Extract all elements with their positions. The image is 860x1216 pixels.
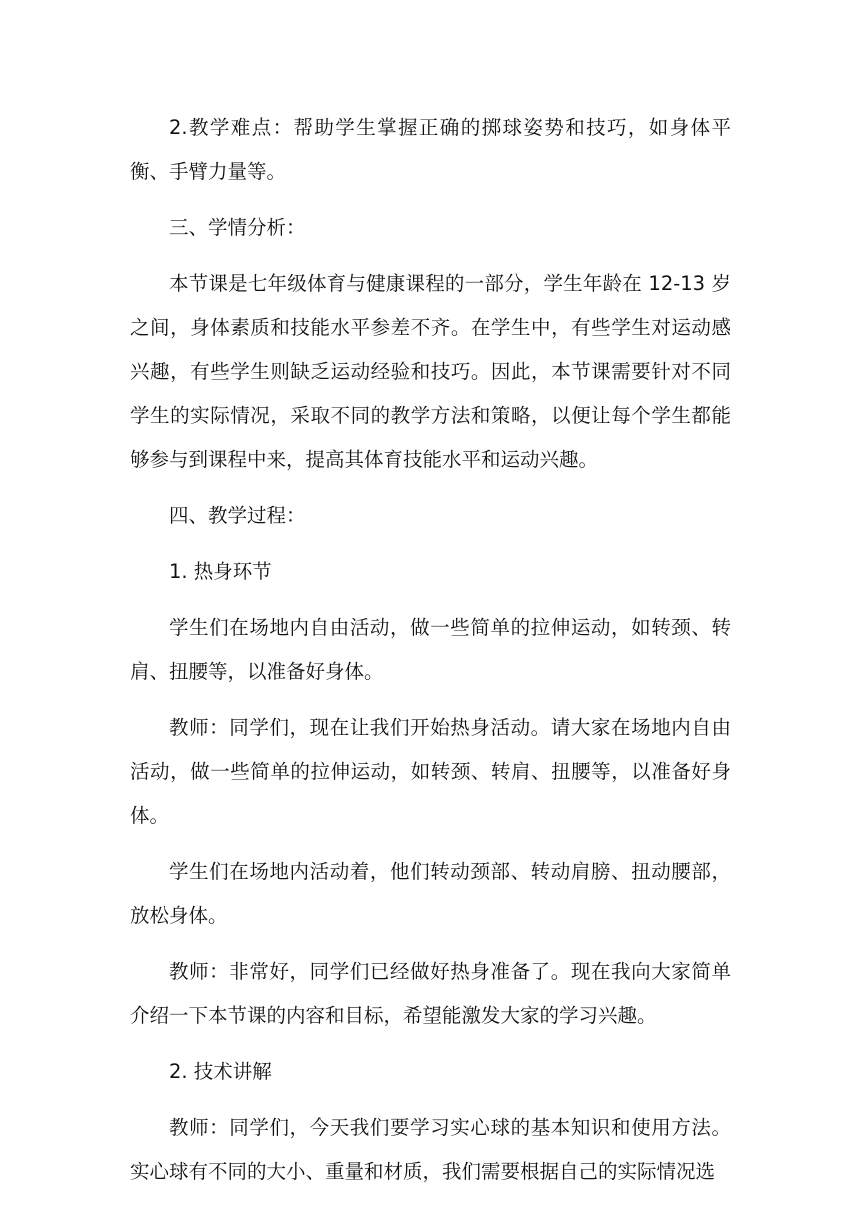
paragraph-warm-up-activity: 学生们在场地内自由活动，做一些简单的拉伸运动，如转颈、转肩、扭腰等，以准备好身体。 [130, 616, 731, 683]
paragraph-students-stretching: 学生们在场地内活动着，他们转动颈部、转动肩膀、扭动腰部，放松身体。 [130, 860, 731, 927]
subheading-warm-up: 1. 热身环节 [169, 560, 272, 583]
subheading-technique-explanation: 2. 技术讲解 [169, 1060, 272, 1083]
paragraph-teacher-introduction: 教师：非常好，同学们已经做好热身准备了。现在我向大家简单介绍一下本节课的内容和目标，希望能激发大家的学习兴趣。 [130, 960, 731, 1027]
section-heading-teaching-process: 四、教学过程： [169, 504, 306, 527]
paragraph-teaching-difficulty: 2.教学难点：帮助学生掌握正确的掷球姿势和技巧，如身体平衡、手臂力量等。 [130, 116, 731, 183]
paragraph-teacher-warm-up: 教师：同学们，现在让我们开始热身活动。请大家在场地内自由活动，做一些简单的拉伸运动，如转颈、转肩、扭腰等，以准备好身体。 [130, 716, 731, 827]
section-heading-student-analysis: 三、学情分析： [169, 216, 306, 239]
paragraph-teacher-technique: 教师：同学们，今天我们要学习实心球的基本知识和使用方法。实心球有不同的大小、重量和材质，我们需要根据自己的实际情况选 [130, 1116, 731, 1183]
paragraph-student-analysis: 本节课是七年级体育与健康课程的一部分，学生年龄在 12-13 岁之间，身体素质和技能水平参差不齐。在学生中，有些学生对运动感兴趣，有些学生则缺乏运动经验和技巧。因此，本节课需要针对不同学生的实际情况，采取不同的教学方法和策略，以便让每个学生都能够参与到课程中来，提高其体育技能水平和运动兴趣。 [130, 272, 731, 471]
document-body [130, 106, 731, 1206]
